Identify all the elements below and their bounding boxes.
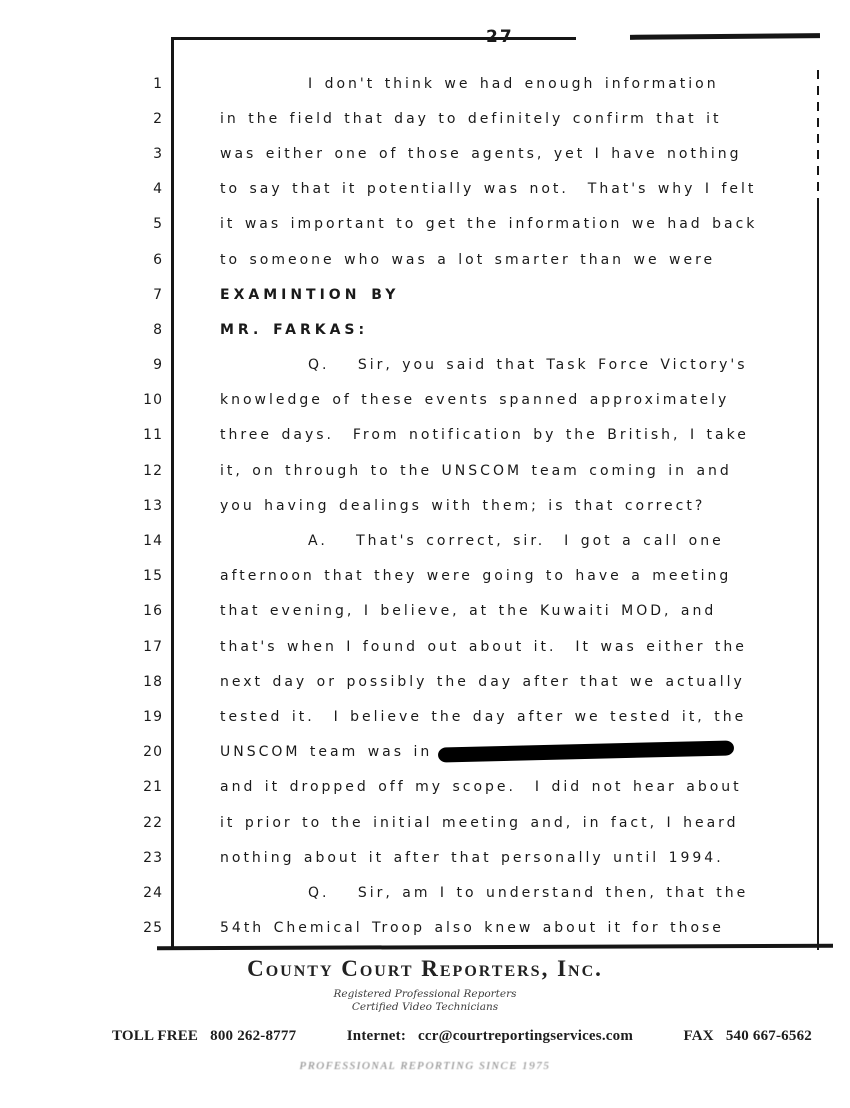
transcript-line — [0, 875, 850, 910]
email-address: ccr@courtreportingservices.com — [418, 1028, 634, 1044]
fax-label: FAX — [683, 1028, 714, 1044]
footer-contact-line — [112, 1028, 812, 1045]
line-number: 1 — [153, 75, 163, 92]
line-text: A. That's correct, sir. I got a call one — [308, 533, 724, 550]
internet-group — [347, 1028, 633, 1045]
line-text: MR. FARKAS: — [220, 321, 369, 338]
line-number: 6 — [153, 251, 163, 268]
credential-line-1: Registered Professional Reporters — [333, 988, 517, 1000]
line-text: afternoon that they were going to have a meeting — [220, 568, 732, 585]
line-number: 22 — [143, 814, 163, 831]
line-number: 21 — [143, 779, 163, 796]
line-text: nothing about it after that personally until 1994. — [220, 849, 724, 866]
transcript-line — [0, 348, 850, 383]
transcript-line — [0, 242, 850, 277]
transcript-line — [0, 594, 850, 629]
transcript-line — [0, 453, 850, 488]
reporter-company-name: County Court Reporters, Inc. — [247, 956, 603, 981]
line-number: 10 — [143, 392, 163, 409]
line-text: it prior to the initial meeting and, in fact, I heard — [220, 814, 739, 831]
line-text: I don't think we had enough information — [308, 75, 719, 92]
toll-free-label: TOLL FREE — [112, 1028, 199, 1044]
line-text: that evening, I believe, at the Kuwaiti MOD, and — [220, 603, 717, 620]
transcript-line — [0, 136, 850, 171]
line-number: 3 — [153, 145, 163, 162]
fax-number: 540 667-6562 — [725, 1028, 812, 1044]
transcript-line — [0, 770, 850, 805]
transcript-body — [0, 66, 850, 946]
line-text: Q. Sir, you said that Task Force Victory's — [308, 357, 748, 374]
line-number: 18 — [143, 673, 163, 690]
line-number: 16 — [143, 603, 163, 620]
line-text: Q. Sir, am I to understand then, that the — [308, 884, 749, 901]
line-text: UNSCOM team was in — [220, 744, 734, 760]
line-text: it was important to get the information we had back — [220, 216, 758, 233]
line-number: 13 — [143, 497, 163, 514]
line-text: next day or possibly the day after that we actually — [220, 673, 745, 690]
transcript-line — [0, 383, 850, 418]
line-number: 19 — [143, 708, 163, 725]
transcript-line — [0, 559, 850, 594]
line-number: 24 — [143, 884, 163, 901]
transcript-line — [0, 629, 850, 664]
transcript-line — [0, 840, 850, 875]
transcript-line — [0, 277, 850, 312]
transcript-line — [0, 66, 850, 101]
line-text: that's when I found out about it. It was either the — [220, 638, 747, 655]
line-number: 17 — [143, 638, 163, 655]
page-number: 27 — [486, 27, 514, 47]
line-number: 7 — [153, 286, 163, 303]
line-text: to say that it potentially was not. That's why I felt — [220, 181, 757, 198]
toll-free-group — [112, 1028, 296, 1045]
since-tagline: PROFESSIONAL REPORTING SINCE 1975 — [299, 1060, 551, 1072]
toll-free-number: 800 262-8777 — [210, 1028, 297, 1044]
line-number: 20 — [143, 744, 163, 761]
internet-label: Internet: — [346, 1028, 407, 1044]
line-number: 12 — [143, 462, 163, 479]
transcript-line — [0, 523, 850, 558]
fax-group — [684, 1028, 812, 1045]
transcript-line — [0, 805, 850, 840]
line-number: 4 — [153, 181, 163, 198]
line-number: 15 — [143, 568, 163, 585]
line-text: was either one of those agents, yet I have nothing — [220, 145, 742, 162]
transcript-line — [0, 101, 850, 136]
line-text: EXAMINTION BY — [220, 286, 400, 303]
line-number: 23 — [143, 849, 163, 866]
transcript-line — [0, 312, 850, 347]
transcript-line — [0, 699, 850, 734]
transcript-line — [0, 488, 850, 523]
line-number: 9 — [153, 357, 163, 374]
line-text: to someone who was a lot smarter than we were — [220, 251, 716, 268]
credential-line-2: Certified Video Technicians — [351, 1001, 499, 1013]
line-number: 25 — [143, 920, 163, 937]
transcript-line — [0, 735, 850, 770]
transcript-line — [0, 207, 850, 242]
line-text: 54th Chemical Troop also knew about it for those — [220, 920, 724, 937]
line-text: three days. From notification by the British, I take — [220, 427, 749, 444]
transcript-line — [0, 911, 850, 946]
transcript-line — [0, 172, 850, 207]
line-number: 8 — [153, 321, 163, 338]
line-text: and it dropped off my scope. I did not hear about — [220, 779, 742, 796]
reporter-credentials — [0, 988, 850, 1014]
line-number: 14 — [143, 533, 163, 550]
box-border-top-right — [630, 33, 820, 40]
transcript-line — [0, 418, 850, 453]
box-border-top-left — [172, 37, 576, 40]
line-number: 2 — [153, 110, 163, 127]
line-text: tested it. I believe the day after we tested it, the — [220, 708, 747, 725]
line-number: 11 — [143, 427, 163, 444]
line-text: you having dealings with them; is that correct? — [220, 497, 706, 514]
redaction-bar — [438, 741, 734, 763]
line-text: knowledge of these events spanned approximately — [220, 392, 730, 409]
line-number: 5 — [153, 216, 163, 233]
line-text: it, on through to the UNSCOM team coming in and — [220, 462, 732, 479]
line-text: in the field that day to definitely confirm that it — [220, 110, 722, 127]
transcript-line — [0, 664, 850, 699]
